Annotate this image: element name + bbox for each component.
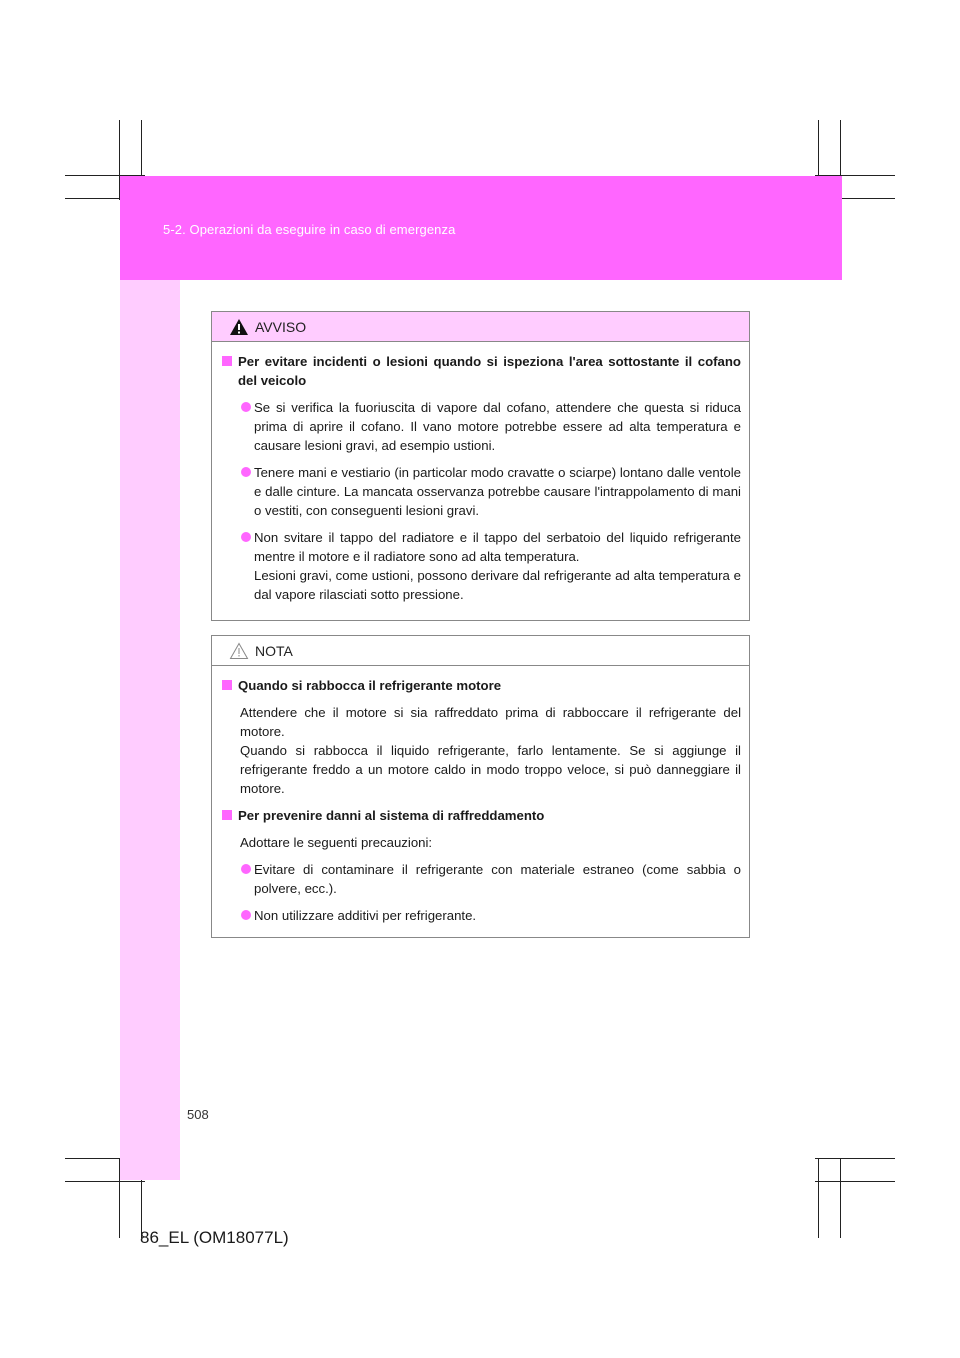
note-intro: Adottare le seguenti precauzioni: (240, 835, 433, 850)
note-heading-text: Quando si rabbocca il refrigerante motore (238, 678, 502, 693)
crop-mark (818, 1158, 819, 1238)
note-para-2: Quando si rabbocca il liquido refrigerante, farlo lentamente. Se si aggiunge il refrigerante freddo a un motore caldo in modo troppo veloce, si può danneggiare il motore. (240, 743, 741, 796)
warning-heading-text: Per evitare incidenti o lesioni quando si ispeziona l'area sottostante il cofano del veicolo (238, 354, 741, 388)
caution-triangle-icon (229, 642, 249, 660)
list-item (241, 528, 741, 566)
list-item (241, 906, 741, 925)
warning-box (211, 311, 750, 621)
crop-mark (840, 1158, 841, 1238)
square-bullet-icon (222, 810, 232, 820)
list-item-text: Tenere mani e vestiario (in particolar modo cravatte o sciarpe) lontano dalle ventole e dalle cinture. La mancata osservanza potrebbe causare l'intrappolamento di mani o vestiti, con conseguenti lesioni gravi. (254, 465, 741, 518)
crop-mark (815, 1181, 895, 1182)
dot-bullet-icon (241, 532, 251, 542)
dot-bullet-icon (241, 910, 251, 920)
square-bullet-icon (222, 680, 232, 690)
dot-bullet-icon (241, 864, 251, 874)
note-para-1: Attendere che il motore si sia raffreddato prima di rabboccare il refrigerante del motore. (240, 705, 741, 739)
crop-mark (65, 1181, 145, 1182)
note-heading-text: Per prevenire danni al sistema di raffreddamento (238, 808, 545, 823)
warning-body (212, 342, 749, 604)
list-item (241, 860, 741, 898)
footer-code: 86_EL (OM18077L) (140, 1228, 289, 1247)
note-header (212, 636, 749, 666)
note-heading-2 (222, 806, 741, 825)
side-band (120, 280, 180, 1180)
square-bullet-icon (222, 356, 232, 366)
warning-header (212, 312, 749, 342)
note-heading-1 (222, 676, 741, 695)
warning-continuation: Lesioni gravi, come ustioni, possono derivare dal refrigerante ad alta temperatura e dal vapore rilasciati sotto pressione. (254, 568, 741, 602)
warning-label: AVVISO (255, 318, 307, 335)
page-number: 508 (187, 1107, 209, 1122)
note-paragraph (240, 703, 741, 798)
warning-heading (222, 352, 741, 390)
list-item (241, 398, 741, 455)
list-item-text: Non svitare il tappo del radiatore e il tappo del serbatoio del liquido refrigerante mentre il motore e il radiatore sono ad alta temperatura. (254, 530, 741, 564)
list-item-text: Se si verifica la fuoriuscita di vapore dal cofano, attendere che questa si riduca prima di aprire il cofano. Il vano motore potrebbe essere ad alta temperatura e causare lesioni gravi, ad esempio ustioni. (254, 400, 741, 453)
note-box (211, 635, 750, 938)
crop-mark (815, 1158, 895, 1159)
list-item-text: Non utilizzare additivi per refrigerante. (254, 908, 477, 923)
dot-bullet-icon (241, 467, 251, 477)
note-label: NOTA (255, 642, 293, 659)
list-item-text: Evitare di contaminare il refrigerante con materiale estraneo (come sabbia o polvere, ecc.). (254, 862, 741, 896)
section-title: 5-2. Operazioni da eseguire in caso di emergenza (163, 222, 456, 237)
note-body (212, 666, 749, 925)
dot-bullet-icon (241, 402, 251, 412)
list-item (241, 463, 741, 520)
warning-triangle-icon (229, 318, 249, 336)
